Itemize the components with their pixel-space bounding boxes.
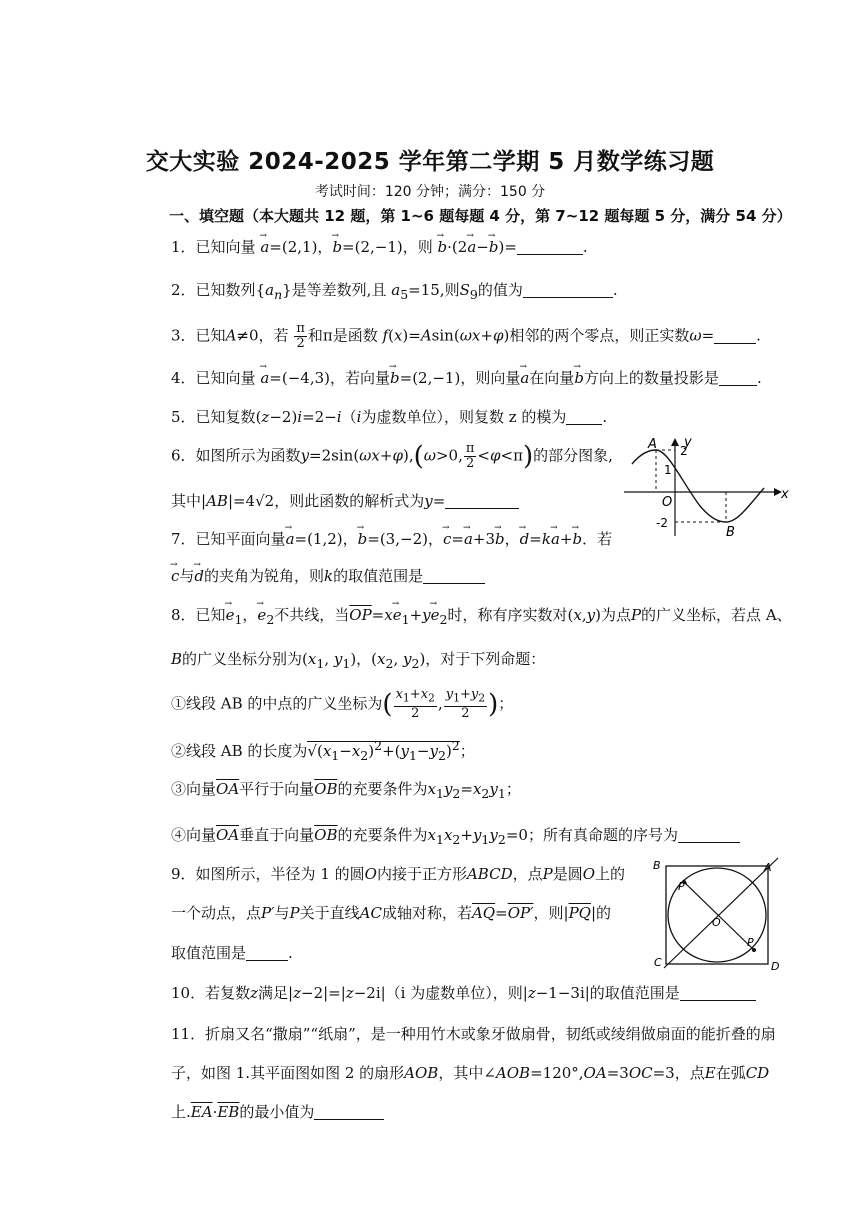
question-9-line2: 一个动点，点P′与P关于直线AC成轴对称，若$\overline{AQ}=OP'$，则$|\overline{PQ}|$的 xyxy=(171,904,612,922)
question-6: 6．如图所示为函数y=2sin(ωx+φ),(ω>0, $\frac{\pi}{2}$ <φ<π)的部分图象, xyxy=(171,441,613,472)
question-8-prop-2: ②线段 AB 的长度为$√(x_1-x_2)^2+(y_1-y_2)^2$； xyxy=(171,738,475,763)
sine-graph-figure xyxy=(620,436,792,542)
answer-blank[interactable] xyxy=(714,327,756,344)
graph-tick-1: 1 xyxy=(664,463,672,477)
question-6-line2: 其中|AB|=4√2，则此函数的解析式为y= xyxy=(171,490,519,512)
graph-point-b-label: B xyxy=(726,525,735,540)
answer-blank[interactable] xyxy=(314,1103,384,1120)
label-c: C xyxy=(654,956,662,969)
y-axis-arrow xyxy=(671,438,679,446)
question-11: 11．折扇又名“撒扇”“纸扇”，是一种用竹木或象牙做扇骨，韧纸或绫绢做扇面的能折叠的扇 xyxy=(171,1025,776,1043)
question-7-line2: → c与→ d的夹角为锐角，则k的取值范围是 xyxy=(171,565,485,587)
sine-curve xyxy=(632,450,764,522)
graph-point-a-label: A xyxy=(648,437,657,452)
answer-blank[interactable] xyxy=(445,492,519,509)
answer-blank[interactable] xyxy=(680,984,756,1001)
question-9-line3: 取值范围是 . xyxy=(171,944,293,962)
answer-blank[interactable] xyxy=(719,369,757,386)
question-11-line3: 上$.\overline{EA}\cdot\overline{EB}$的最小值为 xyxy=(171,1101,384,1123)
question-8: 8．已知→ $e_1$，→ $e_2$不共线，当$\overline{OP}=x\to e_1+y\to e_2$时，称有序实数对(x,y)为点P的广义坐标，若点 A、 xyxy=(171,604,792,631)
label-p: P xyxy=(747,936,754,949)
answer-blank[interactable] xyxy=(566,408,602,425)
question-3: 3．已知A≠0，若 $\frac{\pi}{2}$ 和π是函数 f(x)=Asin(ωx+φ)相邻的两个零点，则正实数ω= . xyxy=(171,321,761,351)
question-8-prop-4: ④向量$\overline{OA}$垂直于向量$\overline{OB}$的充要条件为$x_1x_2+y_1y_2=0$；所有真命题的序号为 xyxy=(171,824,740,851)
question-8-prop-1: ①线段 AB 的中点的广义坐标为( $\frac{x_1+x_2}{2}$ , $\frac{y_1+y_2}{2}$ )； xyxy=(171,687,514,721)
label-b: B xyxy=(653,859,661,872)
graph-x-label: x xyxy=(781,487,789,502)
question-8-prop-3: ③向量$\overline{OA}$平行于向量$\overline{OB}$的充要条件为$x_1y_2=x_2y_1$； xyxy=(171,780,521,801)
graph-y-label: y xyxy=(684,436,692,450)
question-9: 9．如图所示，半径为 1 的圆O内接于正方形ABCD，点P是圆O上的 xyxy=(171,865,626,883)
question-5: 5．已知复数(z−2)i=2−i（i为虚数单位），则复数 z 的模为 . xyxy=(171,408,608,426)
line-ac xyxy=(664,858,778,968)
graph-origin-label: O xyxy=(662,495,673,510)
section-heading: 一、填空题（本大题共 12 题，第 1~6 题每题 4 分，第 7~12 题每题 5 分，满分 54 分） xyxy=(169,207,792,225)
label-p-prime: P' xyxy=(678,880,688,893)
question-7: 7．已知平面向量→ a=(1,2)，→ b=(3,−2)，→ c=→ a+3→ b，→ d=k→ a+→ b．若 xyxy=(171,528,612,550)
answer-blank[interactable] xyxy=(517,238,583,255)
label-d: D xyxy=(771,960,780,973)
label-a: A xyxy=(764,861,772,874)
answer-blank[interactable] xyxy=(523,281,613,298)
exam-subtitle: 考试时间：120 分钟；满分：150 分 xyxy=(314,184,546,200)
answer-blank[interactable] xyxy=(246,944,288,961)
exam-title: 交大实验 2024-2025 学年第二学期 5 月数学练习题 xyxy=(145,149,715,175)
label-o: O xyxy=(712,916,721,929)
answer-blank[interactable] xyxy=(678,826,740,843)
circle-square-figure xyxy=(650,856,790,974)
question-8-line2: B的广义坐标分别为($x_1$, $y_1$)，($x_2$, $y_2$)，对于下列命题： xyxy=(171,650,546,671)
graph-tick-2: 2 xyxy=(680,444,688,458)
question-11-line2: 子，如图 1.其平面图如图 2 的扇形AOB，其中∠AOB=120°,OA=3OC=3，点E在弧CD xyxy=(171,1064,770,1082)
question-2: 2．已知数列$\{a_n\}$是等差数列,且 $a_5=15$,则$S_9$的值为 . xyxy=(171,281,618,302)
answer-blank[interactable] xyxy=(423,567,485,584)
question-10: 10．若复数z满足|z−2|=|z−2i|（i 为虚数单位），则|z−1−3i|的取值范围是 xyxy=(171,982,756,1004)
graph-tick-minus-2: -2 xyxy=(656,516,668,530)
question-4: 4．已知向量 → a=(−4,3)，若向量→ b=(2,−1)，则向量→ a在向量→ b方向上的数量投影是 . xyxy=(171,367,762,389)
question-1: 1．已知向量 → a=(2,1)，→ b=(2,−1)，则 → b·(2→ a−→ b)= . xyxy=(171,236,588,258)
